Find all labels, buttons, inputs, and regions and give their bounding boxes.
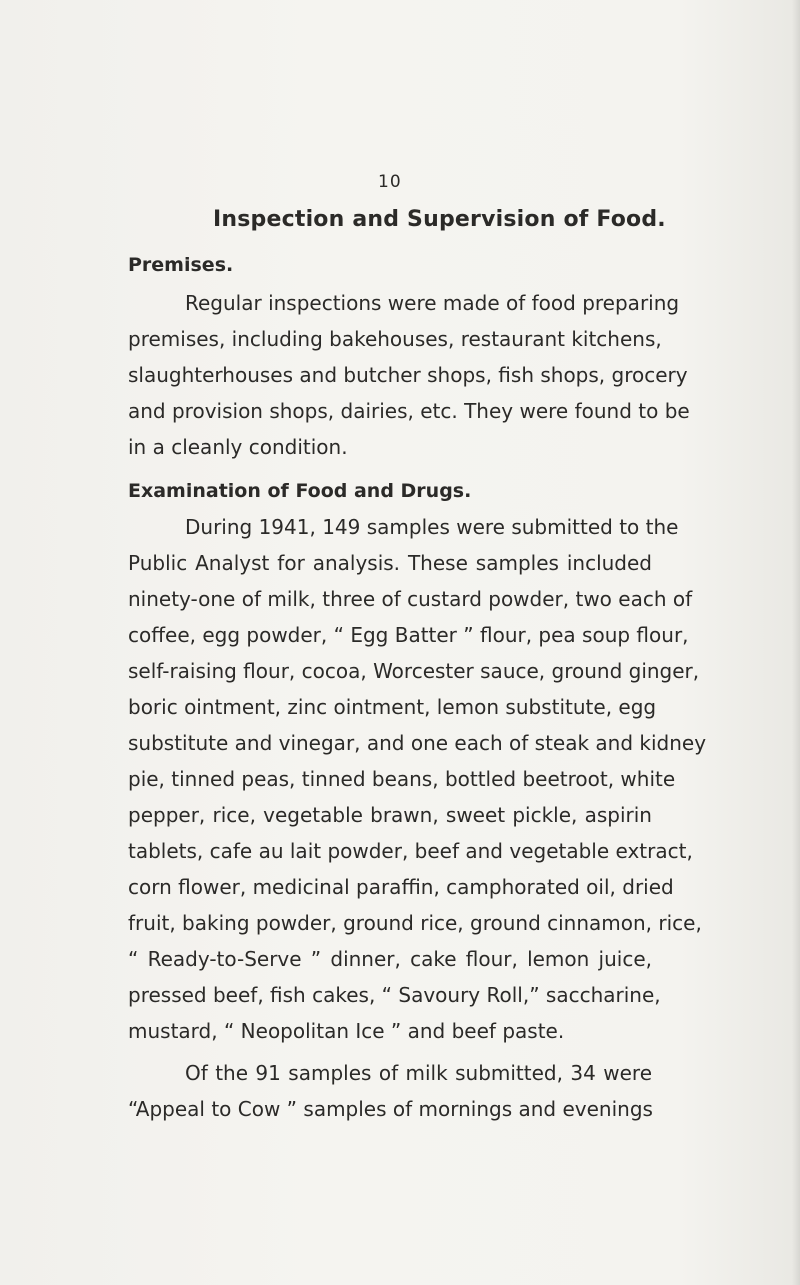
paragraph-line: Of the 91 samples of milk submitted, 34 were bbox=[185, 1061, 652, 1085]
paragraph-line: premises, including bakehouses, restaurant kitchens, bbox=[128, 327, 662, 351]
paragraph-line: Public Analyst for analysis. These samples included bbox=[128, 551, 652, 575]
paragraph-line: boric ointment, zinc ointment, lemon substitute, egg bbox=[128, 695, 657, 719]
paragraph-line: slaughterhouses and butcher shops, fish shops, grocery bbox=[128, 363, 688, 387]
page-number: 10 bbox=[378, 172, 402, 192]
paragraph-line: substitute and vinegar, and one each of steak and kidney bbox=[128, 731, 707, 755]
paragraph-line: pressed beef, fish cakes, “ Savoury Roll,” saccharine, bbox=[128, 983, 661, 1007]
section-title-examination: Examination of Food and Drugs. bbox=[128, 480, 472, 502]
paragraph-line: pie, tinned peas, tinned beans, bottled beetroot, white bbox=[128, 767, 676, 791]
paragraph-line: pepper, rice, vegetable brawn, sweet pickle, aspirin bbox=[128, 803, 652, 827]
paragraph-line: “ Ready-to-Serve ” dinner, cake flour, lemon juice, bbox=[128, 947, 652, 971]
paragraph-line: “Appeal to Cow ” samples of mornings and evenings bbox=[128, 1097, 653, 1121]
section-title-premises: Premises. bbox=[128, 254, 234, 276]
paragraph-line: and provision shops, dairies, etc. They were found to be bbox=[128, 399, 690, 423]
paragraph-line: mustard, “ Neopolitan Ice ” and beef paste. bbox=[128, 1019, 565, 1043]
page-edge-shadow bbox=[792, 0, 800, 1285]
paragraph-line: fruit, baking powder, ground rice, ground cinnamon, rice, bbox=[128, 911, 702, 935]
paragraph-line: in a cleanly condition. bbox=[128, 435, 348, 459]
paragraph-line: corn flower, medicinal paraffin, camphorated oil, dried bbox=[128, 875, 674, 899]
paragraph-line: coffee, egg powder, “ Egg Batter ” flour, pea soup flour, bbox=[128, 623, 689, 647]
page-heading: Inspection and Supervision of Food. bbox=[213, 207, 666, 232]
paragraph-line: tablets, cafe au lait powder, beef and vegetable extract, bbox=[128, 839, 693, 863]
paragraph-line: During 1941, 149 samples were submitted to the bbox=[185, 515, 679, 539]
paragraph-line: self-raising flour, cocoa, Worcester sauce, ground ginger, bbox=[128, 659, 700, 683]
paragraph-line: Regular inspections were made of food preparing bbox=[185, 291, 680, 315]
paragraph-line: ninety-one of milk, three of custard powder, two each of bbox=[128, 587, 693, 611]
